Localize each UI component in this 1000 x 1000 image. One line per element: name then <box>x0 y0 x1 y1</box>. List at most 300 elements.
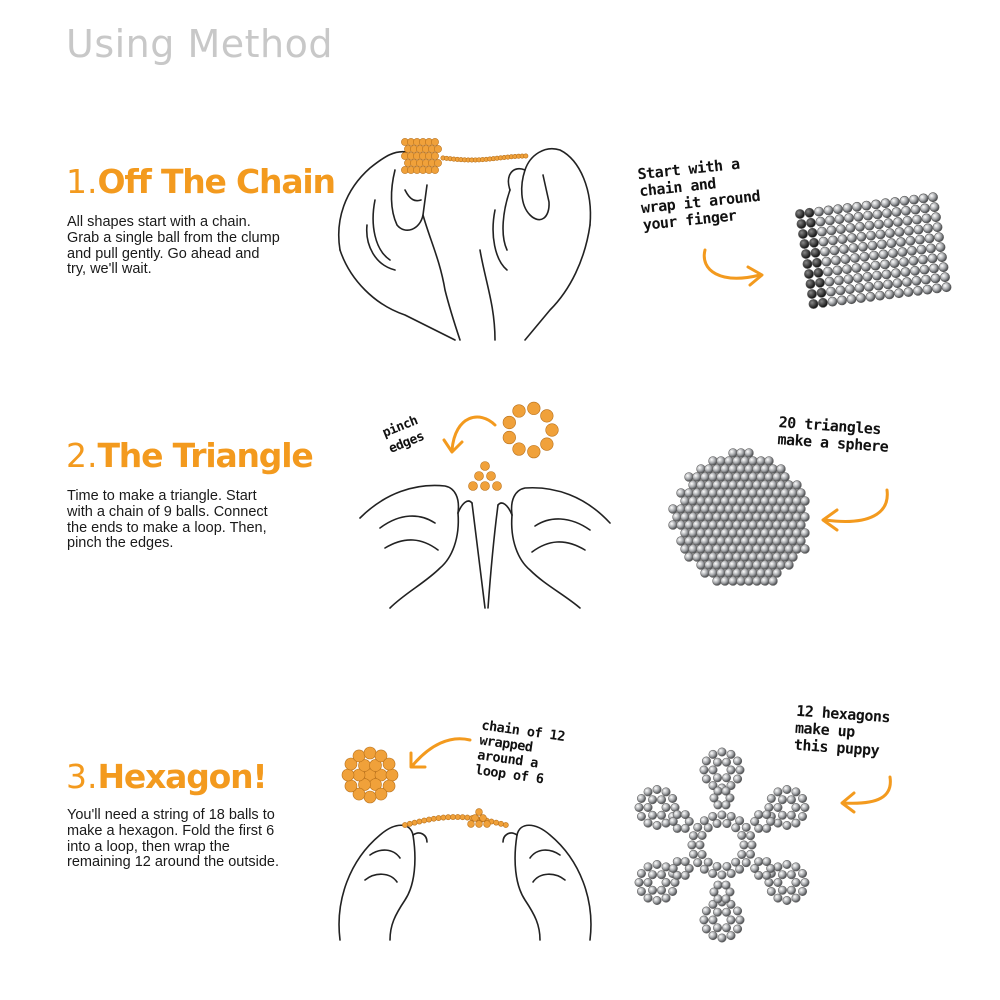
magnetic-ball <box>819 237 828 246</box>
magnetic-ball <box>778 871 786 879</box>
magnetic-ball <box>808 228 817 237</box>
magnetic-ball <box>694 858 702 866</box>
magnetic-ball <box>936 243 945 252</box>
magnetic-ball <box>931 274 940 283</box>
magnetic-ball <box>907 246 916 255</box>
magnetic-ball <box>781 553 790 562</box>
magnetic-ball <box>662 819 670 827</box>
magnetic-ball <box>733 489 742 498</box>
magnetic-ball <box>702 757 710 765</box>
magnetic-ball <box>910 266 919 275</box>
magnetic-ball <box>797 219 806 228</box>
magnetic-ball <box>774 819 782 827</box>
magnetic-ball <box>705 465 714 474</box>
magnetic-ball <box>777 513 786 522</box>
magnetic-ball <box>909 195 918 204</box>
magnetic-ball <box>648 886 656 894</box>
step-3-note: 12 hexagons make up this puppy <box>793 701 891 760</box>
magnetic-ball <box>847 233 856 242</box>
magnetic-ball <box>789 553 798 562</box>
magnetic-ball <box>753 561 762 570</box>
magnetic-ball <box>890 259 899 268</box>
magnetic-ball <box>865 221 874 230</box>
magnetic-ball <box>746 832 754 840</box>
magnetic-ball <box>783 896 791 904</box>
magnetic-ball <box>911 205 920 214</box>
magnetic-ball <box>729 577 738 586</box>
magnetic-ball <box>745 545 754 554</box>
magnetic-ball <box>480 815 487 822</box>
magnetic-ball <box>862 201 871 210</box>
magnetic-ball <box>900 196 909 205</box>
magnetic-ball <box>737 577 746 586</box>
magnetic-ball <box>484 821 491 828</box>
magnetic-ball <box>873 210 882 219</box>
magnetic-ball <box>342 769 354 781</box>
magnetic-ball <box>787 886 795 894</box>
magnetic-ball <box>740 841 748 849</box>
magnetic-ball <box>899 257 908 266</box>
magnetic-ball <box>765 537 774 546</box>
magnetic-ball <box>729 529 738 538</box>
step-1-note: Start with a chain and wrap it around your finger <box>636 154 761 235</box>
magnetic-ball <box>785 497 794 506</box>
magnetic-ball <box>761 513 770 522</box>
magnetic-ball <box>906 236 915 245</box>
magnetic-ball <box>868 241 877 250</box>
magnetic-ball <box>876 230 885 239</box>
magnetic-ball <box>888 249 897 258</box>
magnetic-ball <box>904 287 913 296</box>
magnetic-ball <box>637 869 645 877</box>
magnetic-ball <box>637 794 645 802</box>
magnetic-ball <box>713 497 722 506</box>
magnetic-ball <box>749 457 758 466</box>
magnetic-ball <box>722 881 730 889</box>
magnetic-ball <box>792 803 800 811</box>
magnetic-ball <box>705 481 714 490</box>
magnetic-ball <box>798 812 806 820</box>
magnetic-ball <box>722 908 730 916</box>
magnetic-ball <box>733 521 742 530</box>
step-3-title: Hexagon! <box>97 757 267 796</box>
magnetic-ball <box>861 262 870 271</box>
curved-arrow-icon <box>700 245 770 290</box>
magnetic-ball <box>689 481 698 490</box>
magnetic-ball <box>767 794 775 802</box>
magnetic-ball <box>681 824 689 832</box>
magnetic-ball <box>797 521 806 530</box>
magnetic-ball <box>769 529 778 538</box>
magnetic-ball <box>874 281 883 290</box>
magnetic-ball <box>698 831 706 839</box>
magnetic-ball <box>528 402 541 415</box>
magnetic-ball <box>930 203 939 212</box>
magnetic-ball <box>882 270 891 279</box>
step-1-title: Off The Chain <box>97 162 335 201</box>
magnetic-ball <box>727 750 735 758</box>
magnetic-ball <box>877 240 886 249</box>
magnetic-ball <box>763 824 771 832</box>
magnetic-ball <box>503 416 516 429</box>
magnetic-ball <box>648 796 656 804</box>
magnetic-ball <box>729 545 738 554</box>
magnetic-ball <box>825 277 834 286</box>
magnetic-ball <box>896 237 905 246</box>
magnetic-ball <box>700 916 708 924</box>
magnetic-ball <box>713 465 722 474</box>
magnetic-ball <box>801 803 809 811</box>
magnetic-ball <box>681 871 689 879</box>
magnetic-ball <box>709 916 717 924</box>
magnetic-ball <box>866 231 875 240</box>
magnetic-ball <box>757 569 766 578</box>
magnetic-ball <box>702 907 710 915</box>
magnetic-ball <box>805 208 814 217</box>
magnetic-ball <box>778 886 786 894</box>
magnetic-ball <box>741 553 750 562</box>
magnetic-ball <box>777 529 786 538</box>
magnetic-ball <box>798 794 806 802</box>
magnetic-ball <box>685 553 694 562</box>
magnetic-ball <box>721 561 730 570</box>
magnetic-ball <box>689 497 698 506</box>
magnetic-ball <box>879 250 888 259</box>
magnetic-ball <box>697 465 706 474</box>
magnetic-ball <box>721 545 730 554</box>
magnetic-ball <box>785 481 794 490</box>
magnetic-ball <box>793 513 802 522</box>
magnetic-ball <box>681 810 689 818</box>
magnetic-ball <box>844 213 853 222</box>
magnetic-ball <box>541 410 554 423</box>
magnetic-ball <box>441 815 446 820</box>
magnetic-ball <box>721 481 730 490</box>
hexagon-arrow-icon <box>405 735 475 775</box>
magnetic-ball <box>417 819 422 824</box>
magnetic-ball <box>892 207 901 216</box>
magnetic-ball <box>797 505 806 514</box>
magnetic-ball <box>722 787 730 795</box>
magnetic-ball <box>709 553 718 562</box>
magnetic-ball <box>669 505 678 514</box>
magnetic-ball <box>852 263 861 272</box>
magnetic-ball <box>737 481 746 490</box>
magnetic-ball <box>839 245 848 254</box>
magnetic-ball <box>685 537 694 546</box>
magnetic-ball <box>653 785 661 793</box>
magnetic-ball <box>653 896 661 904</box>
magnetic-ball <box>854 212 863 221</box>
magnetic-ball <box>737 529 746 538</box>
step-1-description: All shapes start with a chain. Grab a single ball from the clump and pull gently. Go ahead and try, we'll wait. <box>67 214 280 278</box>
magnetic-ball <box>494 820 499 825</box>
magnetic-ball <box>814 207 823 216</box>
magnetic-ball <box>722 774 730 782</box>
magnetic-ball <box>546 424 559 437</box>
magnetic-ball <box>722 924 730 932</box>
magnetic-ball <box>689 545 698 554</box>
magnetic-ball <box>637 887 645 895</box>
magnetic-ball <box>644 819 652 827</box>
magnetic-ball <box>798 229 807 238</box>
magnetic-ball <box>705 561 714 570</box>
magnetic-ball <box>745 561 754 570</box>
magnetic-ball <box>685 521 694 530</box>
magnetic-ball <box>769 513 778 522</box>
magnetic-ball <box>769 577 778 586</box>
magnetic-ball <box>701 537 710 546</box>
magnetic-ball <box>871 261 880 270</box>
magnetic-ball <box>774 894 782 902</box>
magnetic-ball <box>717 505 726 514</box>
magnetic-ball <box>765 521 774 530</box>
magnetic-ball <box>749 553 758 562</box>
magnetic-ball <box>729 449 738 458</box>
magnetic-ball <box>662 863 670 871</box>
magnetic-ball <box>773 489 782 498</box>
magnetic-ball <box>481 482 490 491</box>
magnetic-ball <box>787 871 795 879</box>
magnetic-ball <box>880 260 889 269</box>
magnetic-ball <box>773 537 782 546</box>
magnetic-ball <box>460 815 465 820</box>
magnetic-ball <box>737 561 746 570</box>
magnetic-ball <box>733 907 741 915</box>
magnetic-ball <box>709 812 717 820</box>
magnetic-ball <box>729 513 738 522</box>
magnetic-ball <box>713 758 721 766</box>
magnetic-ball <box>745 577 754 586</box>
magnetic-ball <box>450 814 455 819</box>
magnetic-ball <box>689 850 697 858</box>
magnetic-ball <box>722 895 730 903</box>
magnetic-ball <box>761 497 770 506</box>
magnetic-ball <box>885 229 894 238</box>
magnetic-ball <box>713 545 722 554</box>
magnetic-ball <box>912 276 921 285</box>
magnetic-ball <box>792 788 800 796</box>
magnetic-ball <box>804 269 813 278</box>
magnetic-ball <box>884 219 893 228</box>
magnetic-ball <box>761 529 770 538</box>
magnetic-ball <box>713 529 722 538</box>
magnetic-ball <box>769 545 778 554</box>
magnetic-ball <box>635 803 643 811</box>
magnetic-ball <box>657 886 665 894</box>
magnetic-ball <box>915 235 924 244</box>
magnetic-ball <box>866 292 875 301</box>
magnetic-ball <box>807 289 816 298</box>
magnetic-ball <box>875 291 884 300</box>
magnetic-ball <box>917 245 926 254</box>
magnetic-ball <box>721 465 730 474</box>
magnetic-ball <box>806 279 815 288</box>
magnetic-ball <box>816 217 825 226</box>
magnetic-ball <box>781 521 790 530</box>
magnetic-ball <box>863 272 872 281</box>
magnetic-ball <box>476 809 483 816</box>
magnetic-ball <box>721 529 730 538</box>
magnetic-ball <box>713 924 721 932</box>
magnetic-ball <box>887 239 896 248</box>
magnetic-ball <box>736 766 744 774</box>
magnetic-ball <box>893 279 902 288</box>
magnetic-ball <box>761 481 770 490</box>
magnetic-ball <box>721 497 730 506</box>
magnetic-ball <box>765 505 774 514</box>
magnetic-ball <box>809 238 818 247</box>
magnetic-ball <box>783 821 791 829</box>
magnetic-ball <box>827 226 836 235</box>
magnetic-ball <box>741 521 750 530</box>
magnetic-ball <box>713 774 721 782</box>
magnetic-ball <box>498 821 503 826</box>
magnetic-ball <box>765 457 774 466</box>
magnetic-ball <box>709 569 718 578</box>
magnetic-ball <box>741 505 750 514</box>
magnetic-ball <box>700 817 708 825</box>
magnetic-ball <box>787 811 795 819</box>
magnetic-ball <box>891 269 900 278</box>
magnetic-ball <box>801 878 809 886</box>
step-2-title: The Triangle <box>97 436 313 475</box>
magnetic-ball <box>689 832 697 840</box>
magnetic-ball <box>644 863 652 871</box>
magnetic-ball <box>709 473 718 482</box>
magnetic-ball <box>846 223 855 232</box>
magnetic-ball <box>412 820 417 825</box>
magnetic-ball <box>773 505 782 514</box>
magnetic-ball <box>765 473 774 482</box>
magnetic-ball <box>849 243 858 252</box>
magnetic-ball <box>741 489 750 498</box>
magnetic-ball <box>871 200 880 209</box>
magnetic-ball <box>894 289 903 298</box>
magnetic-ball <box>773 553 782 562</box>
magnetic-ball <box>637 812 645 820</box>
magnetic-ball <box>729 481 738 490</box>
magnetic-ball <box>797 489 806 498</box>
magnetic-ball <box>487 472 496 481</box>
magnetic-ball <box>431 816 436 821</box>
magnetic-ball <box>806 218 815 227</box>
magnetic-ball <box>713 513 722 522</box>
magnetic-ball <box>693 553 702 562</box>
magnetic-ball <box>928 193 937 202</box>
magnetic-ball <box>763 857 771 865</box>
magnetic-ball <box>713 561 722 570</box>
magnetic-ball <box>742 858 750 866</box>
magnetic-ball <box>801 545 810 554</box>
pinch-arrow-icon <box>440 410 500 460</box>
magnetic-ball <box>673 513 682 522</box>
magnetic-ball <box>765 553 774 562</box>
magnetic-ball <box>709 766 717 774</box>
magnetic-ball <box>793 497 802 506</box>
magnetic-ball <box>727 931 735 939</box>
magnetic-ball <box>745 481 754 490</box>
magnetic-ball <box>693 521 702 530</box>
magnetic-ball <box>725 489 734 498</box>
magnetic-ball <box>801 497 810 506</box>
chain-of-12-note: chain of 12 wrapped around a loop of 6 <box>474 717 566 788</box>
magnetic-ball <box>745 465 754 474</box>
page-title: Using Method <box>66 22 333 66</box>
magnetic-ball <box>402 822 407 827</box>
magnetic-ball <box>781 473 790 482</box>
magnetic-ball <box>798 887 806 895</box>
magnetic-ball <box>749 537 758 546</box>
magnetic-ball <box>727 812 735 820</box>
magnetic-ball <box>431 152 438 159</box>
magnetic-ball <box>668 794 676 802</box>
magnetic-ball <box>718 871 726 879</box>
magnetic-ball <box>745 497 754 506</box>
magnetic-ball <box>845 285 854 294</box>
magnetic-ball <box>681 529 690 538</box>
magnetic-ball <box>353 750 365 762</box>
magnetic-ball <box>781 505 790 514</box>
magnetic-ball <box>722 758 730 766</box>
magnetic-ball <box>653 821 661 829</box>
magnetic-ball <box>777 497 786 506</box>
step-3-description: You'll need a string of 18 balls to make a hexagon. Fold the first 6 into a loop, then wrap the remaining 12 around the outside. <box>67 807 280 871</box>
magnetic-ball <box>733 775 741 783</box>
magnetic-ball <box>697 513 706 522</box>
magnetic-ball <box>426 817 431 822</box>
magnetic-ball <box>693 505 702 514</box>
magnetic-ball <box>795 209 804 218</box>
magnetic-ball <box>895 227 904 236</box>
magnetic-ball <box>722 801 730 809</box>
nine-ball-loop-icon <box>500 400 560 460</box>
magnetic-ball <box>698 850 706 858</box>
magnetic-ball <box>852 202 861 211</box>
magnetic-ball <box>705 529 714 538</box>
magnetic-ball <box>407 821 412 826</box>
magnetic-ball <box>436 815 441 820</box>
magnetic-ball <box>736 916 744 924</box>
magnetic-ball <box>778 796 786 804</box>
magnetic-ball <box>431 138 438 145</box>
left-arrow-icon <box>815 488 895 538</box>
magnetic-ball <box>818 298 827 307</box>
magnetic-ball <box>738 850 746 858</box>
magnetic-ball <box>781 489 790 498</box>
magnetic-ball <box>749 521 758 530</box>
magnetic-ball <box>718 811 726 819</box>
magnetic-ball <box>694 823 702 831</box>
magnetic-ball <box>792 878 800 886</box>
step-3-arrow-icon <box>838 775 898 815</box>
magnetic-ball <box>881 199 890 208</box>
magnetic-ball <box>761 465 770 474</box>
magnetic-ball <box>774 803 782 811</box>
magnetic-ball <box>901 267 910 276</box>
magnetic-ball <box>725 537 734 546</box>
magnetic-ball <box>800 239 809 248</box>
magnetic-ball <box>635 878 643 886</box>
magnetic-ball <box>709 489 718 498</box>
magnetic-ball <box>648 811 656 819</box>
magnetic-ball <box>735 817 743 825</box>
magnetic-ball <box>662 803 670 811</box>
magnetic-ball <box>789 489 798 498</box>
magnetic-ball <box>928 254 937 263</box>
magnetic-ball <box>469 482 478 491</box>
magnetic-ball <box>709 537 718 546</box>
